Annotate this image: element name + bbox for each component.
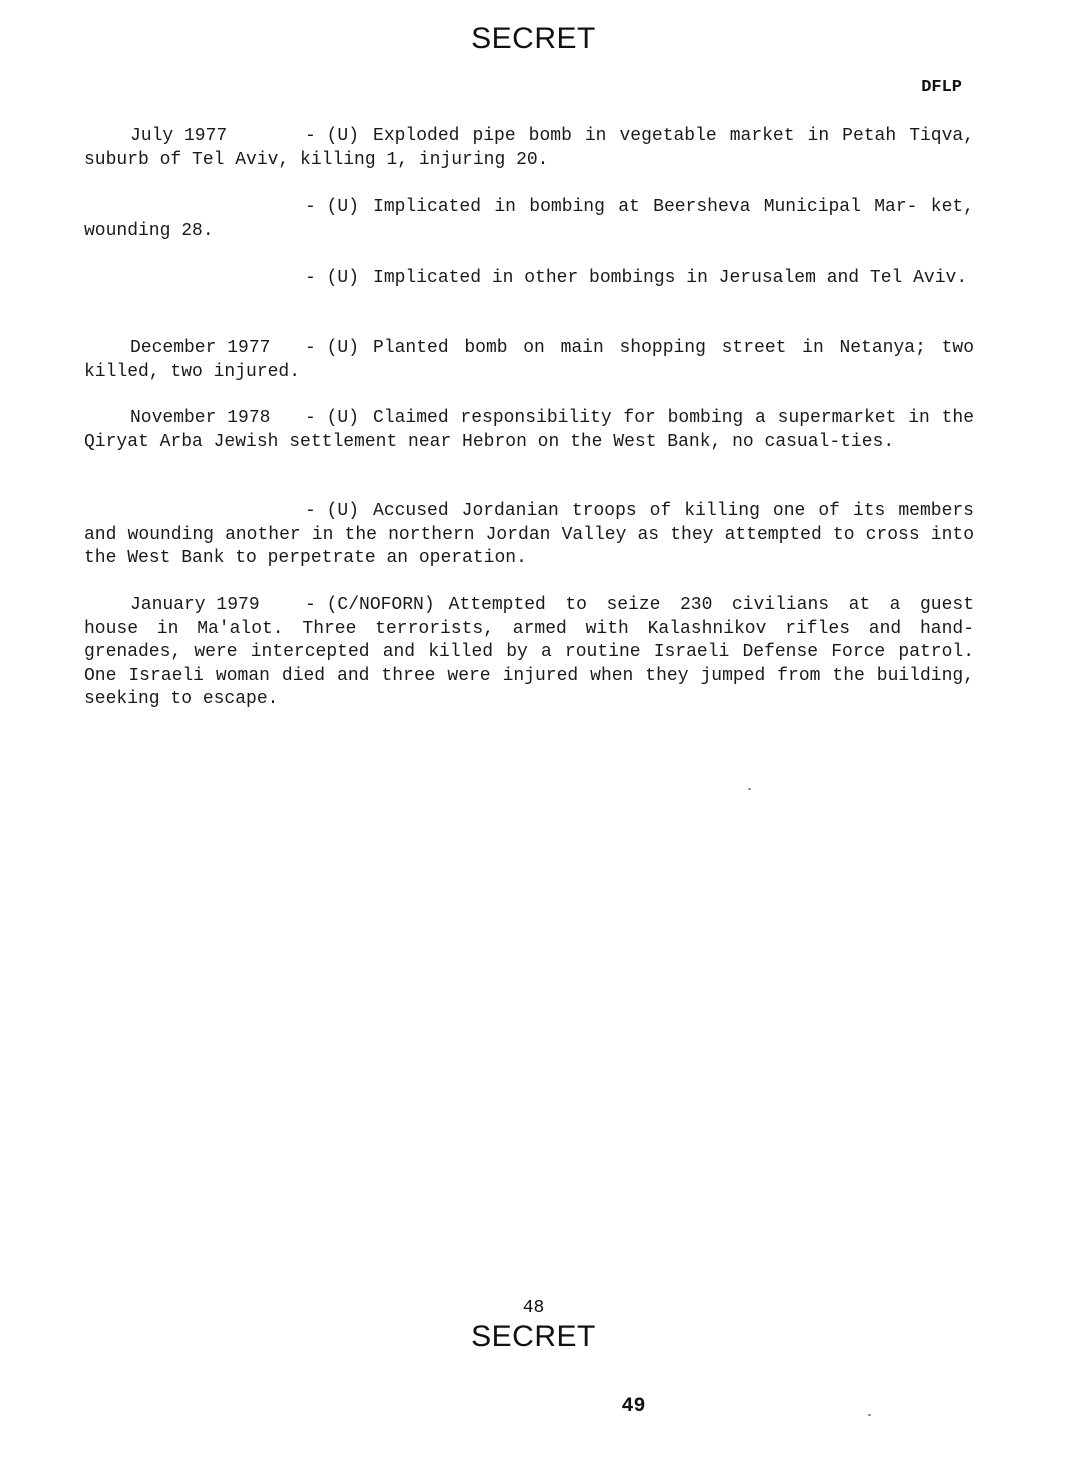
document-page-number: 48 [522, 1298, 545, 1318]
entry-text-rest: Tiqva, suburb of Tel Aviv, killing 1, injuring 20. [84, 126, 974, 170]
entry-lead: - (U) [305, 268, 360, 288]
chronology-entry [84, 594, 974, 712]
organization-code: DFLP [921, 78, 962, 97]
entry-text-rest: members and wounding another in the northern Jordan Valley as they attempted to cross into the West Bank to perpetrate an operation. [84, 501, 974, 568]
entry-text-first: Exploded pipe bomb in vegetable market in Petah [373, 126, 897, 146]
entry-classification: (U) [326, 338, 360, 358]
entry-text-first: Planted bomb on main shopping street in Netanya; [373, 338, 926, 358]
entry-date: July 1977 [130, 126, 228, 146]
entry-lead: December 1977 - (U) [84, 337, 373, 361]
chronology-entry [84, 337, 974, 384]
entry-classification: (U) [326, 501, 360, 521]
scan-page-number: 49 [621, 1395, 646, 1418]
entry-text-rest: two killed, two injured. [84, 338, 974, 382]
entry-lead: November 1978 - (U) [84, 407, 373, 431]
entry-date: November 1978 [130, 408, 271, 428]
entry-lead: - (U) [305, 501, 360, 521]
entry-lead: July 1977 - (U) [84, 125, 373, 149]
entry-date: December 1977 [130, 338, 271, 358]
entry-classification: (C/NOFORN) [326, 595, 435, 615]
classification-footer: SECRET [471, 1320, 596, 1353]
entry-text-first: Accused Jordanian troops of killing one of its [373, 501, 886, 521]
chronology-entry [84, 196, 974, 243]
entry-text-rest: in the Qiryat Arba Jewish settlement near Hebron on the West Bank, no casual-ties. [84, 408, 975, 452]
entry-classification: (U) [326, 268, 360, 288]
chronology-entry [84, 407, 974, 454]
scan-speck [748, 788, 751, 790]
entry-text-first: Claimed responsibility for bombing a supermarket [373, 408, 897, 428]
entry-classification: (U) [326, 197, 360, 217]
classification-header: SECRET [471, 22, 596, 55]
entry-lead: January 1979 - (C/NOFORN) [84, 594, 449, 618]
entry-classification: (U) [326, 126, 360, 146]
chronology-entry [84, 267, 967, 291]
entry-text-first: Implicated in other bombings in Jerusalem and Tel [373, 268, 903, 288]
entry-classification: (U) [326, 408, 360, 428]
entry-text-rest: house in Ma'alot. Three terrorists, armed with Kalashnikov rifles and hand-grenades, were intercepted and killed by a routine Israeli Defense Force patrol. One Israeli woman died and three were injured when they jumped from the building, seeking to escape. [84, 618, 974, 709]
chronology-entry [84, 500, 974, 571]
entry-lead: - (U) [305, 197, 360, 217]
entry-date: January 1979 [130, 595, 260, 615]
entry-text-first: Implicated in bombing at Beersheva Municipal Mar- [373, 197, 918, 217]
chronology-entry [84, 125, 974, 172]
entry-text-first: Attempted to seize 230 civilians at a guest [448, 595, 974, 615]
entry-text-rest: ket, wounding 28. [84, 197, 974, 241]
entry-text-rest: Aviv. [913, 268, 968, 288]
